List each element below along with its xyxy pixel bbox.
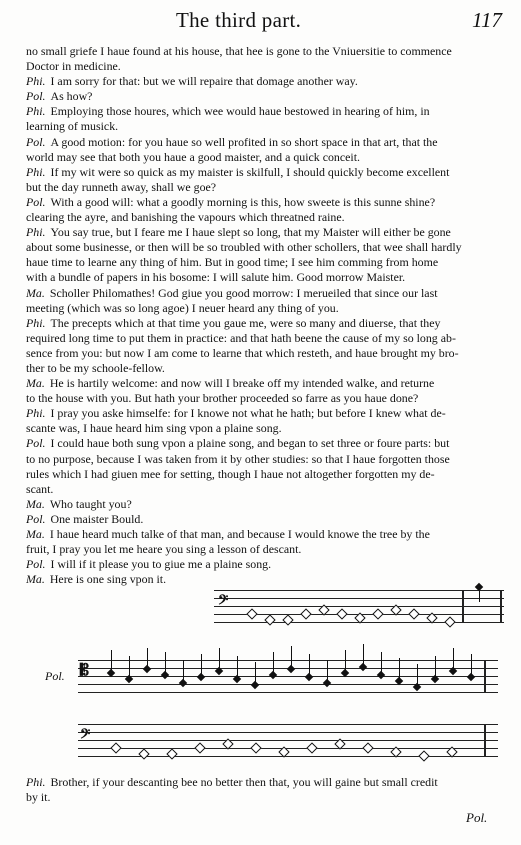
speaker-label: Pol. (26, 557, 46, 572)
text-line (26, 467, 488, 482)
text-line (26, 542, 488, 557)
music-staff-bass: 𝄢 (78, 722, 498, 764)
line-text: rules which I had giuen mee for setting, though I haue not altogether forgotten my de- (26, 466, 435, 481)
line-text: but the day runneth away, shall we goe? (26, 179, 217, 194)
text-line (26, 301, 488, 316)
speaker-label: Ma. (26, 527, 45, 541)
line-text: I could haue both sung vpon a plaine song, and began to set three or foure parts: but (50, 436, 450, 451)
text-line (26, 572, 488, 587)
running-header (0, 2, 521, 42)
line-text: With a good will: what a goodly morning is this, how sweete is this sunne shine? (50, 194, 436, 209)
text-line (26, 331, 488, 346)
line-text: no small griefe I haue found at his house, that hee is gone to the Vniuersitie to commence (26, 44, 452, 58)
line-text: Doctor in medicine. (26, 59, 121, 74)
line-text: about some businesse, or then will be so troubled with other schollers, that wee shall hardly (26, 240, 462, 255)
text-line (26, 406, 488, 421)
text-line (26, 286, 488, 301)
text-line (26, 74, 488, 89)
speaker-label: Pol. (26, 436, 46, 451)
line-text: A good motion: for you haue so well profited in so short space in that art, that the (50, 134, 438, 149)
line-text: meeting (which was so long agoe) I neuer heard any thing of you. (26, 300, 339, 315)
text-line (26, 346, 488, 361)
text-line (26, 316, 488, 331)
text-line (26, 557, 488, 572)
text-line (26, 497, 488, 512)
line-text: Here is one sing vpon it. (49, 572, 167, 587)
speaker-label: Ma. (26, 496, 45, 511)
text-line (26, 361, 488, 376)
speaker-label: Ma. (26, 376, 45, 391)
line-text: with a bundle of papers in his bosome: I will salute him. Good morrow Maister. (26, 270, 406, 285)
speaker-label: Phi. (26, 104, 46, 119)
line-text: Employing those houres, which wee would haue bestowed in hearing of him, in (50, 104, 430, 119)
text-line (26, 775, 488, 790)
line-text: ther to be my schoole-fellow. (26, 360, 165, 375)
text-line (26, 421, 488, 436)
text-line (26, 376, 488, 391)
text-line (26, 527, 488, 542)
text-line (26, 104, 488, 119)
catchword: Pol. (466, 810, 488, 825)
line-text: You say true, but I feare me I haue slept so long, that my Maister will either be gone (50, 225, 451, 240)
line-text: by it. (26, 790, 51, 805)
text-line (26, 391, 488, 406)
text-line (26, 44, 488, 59)
music-staff-descant: 𝄡 (78, 658, 498, 702)
line-text: If my wit were so quick as my maister is skilfull, I should quickly become excellent (50, 164, 450, 179)
text-line (26, 240, 488, 255)
text-line (26, 210, 488, 225)
speaker-label: Ma. (26, 572, 45, 587)
text-line (26, 790, 488, 805)
speaker-label: Pol. (26, 511, 46, 526)
line-text: required long time to put them in practice: and that hath beene the cause of my so long ab- (26, 330, 456, 345)
text-line (26, 270, 488, 285)
line-text: sence from you: but now I am come to learne that which resteth, and haue brought my bro- (26, 345, 459, 360)
line-text: fruit, I pray you let me heare you sing a lesson of descant. (26, 542, 302, 557)
speaker-label: Pol. (26, 194, 46, 209)
line-text: to no purpose, because I was taken from it by other studies: so that I haue forgotten those (26, 451, 450, 466)
music-staff-plainsong: 𝄢 (214, 588, 504, 630)
body-text (26, 44, 488, 587)
line-text: One maister Bould. (50, 511, 144, 526)
text-line (26, 119, 488, 134)
speaker-label: Phi. (26, 74, 46, 89)
text-line (26, 89, 488, 104)
text-line (26, 180, 488, 195)
text-line (26, 195, 488, 210)
line-text: clearing the ayre, and banishing the vapours which threatned raine. (26, 210, 345, 225)
line-text: learning of musick. (26, 119, 119, 134)
text-line (26, 135, 488, 150)
closing-text (26, 775, 488, 805)
line-text: to the house with you. But hath your brother proceeded so farre as you haue done? (26, 391, 419, 406)
line-text: The precepts which at that time you gaue me, were so many and diuerse, that they (50, 315, 441, 330)
speaker-label: Phi. (26, 406, 46, 421)
line-text: Scholler Philomathes! God giue you good morrow: I merueiled that since our last (49, 285, 438, 300)
speaker-label: Phi. (26, 164, 46, 179)
text-line (26, 452, 488, 467)
text-line (26, 59, 488, 74)
text-line (26, 150, 488, 165)
text-line (26, 165, 488, 180)
text-line (26, 512, 488, 527)
line-text: Brother, if your descanting bee no better then that, you will gaine but small credit (50, 775, 438, 789)
line-text: world may see that both you haue a good maister, and a quick conceit. (26, 149, 361, 164)
page-number: 117 (472, 8, 502, 32)
line-text: I will if it please you to giue me a plaine song. (50, 557, 272, 572)
page-title: The third part. (176, 8, 302, 32)
speaker-label: Phi. (26, 225, 46, 240)
speaker-label: Pol. (26, 89, 46, 104)
line-text: scant. (26, 481, 54, 496)
speaker-label: Pol. (26, 134, 46, 149)
text-line (26, 225, 488, 240)
line-text: scante was, I haue heard him sing vpon a plaine song. (26, 421, 282, 436)
line-text: haue time to learne any thing of him. But in good time; I see him comming from home (26, 255, 439, 270)
text-line (26, 436, 488, 451)
line-text: As how? (50, 89, 93, 104)
text-line (26, 255, 488, 270)
line-text: He is hartily welcome: and now will I breake off my intended walke, and returne (49, 376, 435, 391)
line-text: I haue heard much talke of that man, and because I would knowe the tree by the (49, 527, 430, 541)
speaker-label: Phi. (26, 315, 46, 330)
music-part-label: Pol. (45, 669, 65, 683)
text-line (26, 482, 488, 497)
line-text: Who taught you? (49, 496, 132, 511)
line-text: I am sorry for that: but we will repaire that domage another way. (50, 74, 358, 89)
line-text: I pray you aske himselfe: for I knowe not what he hath; but before I knew what de- (50, 406, 446, 421)
speaker-label: Phi. (26, 775, 46, 789)
speaker-label: Ma. (26, 285, 45, 300)
